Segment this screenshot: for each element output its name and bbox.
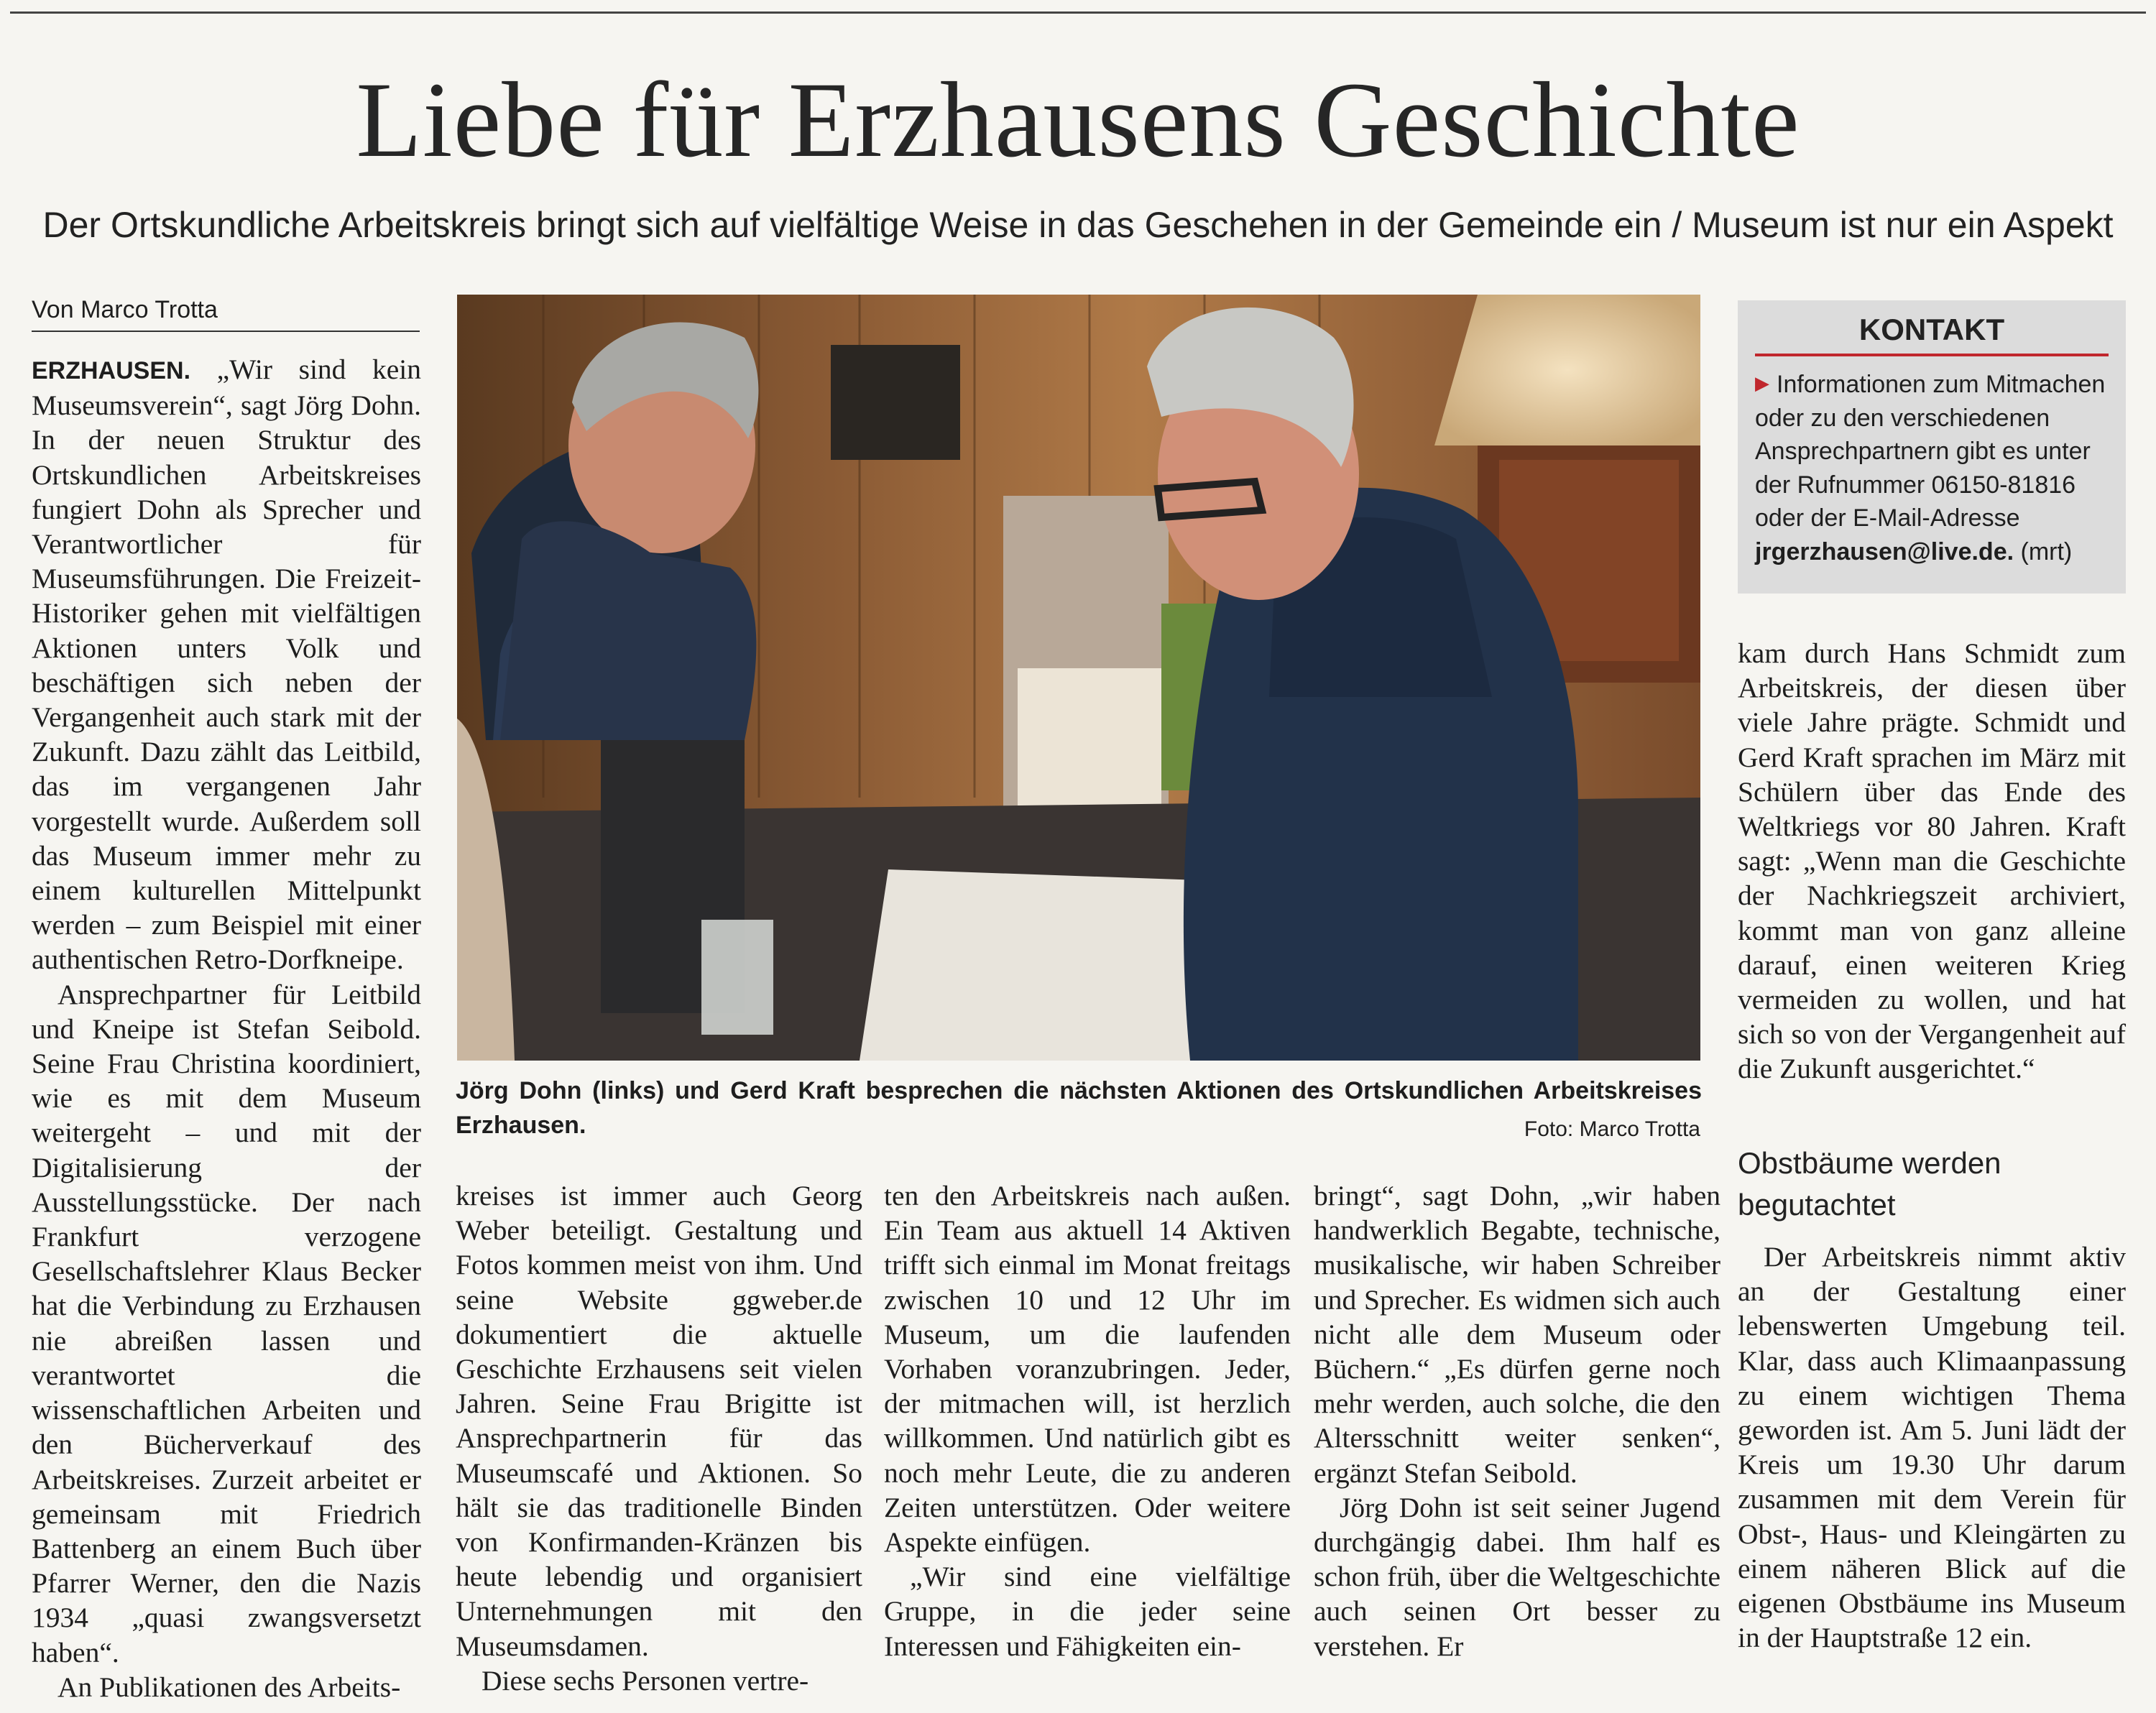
photo-illustration [457, 295, 1700, 1061]
kontakt-text [1755, 366, 2109, 568]
subheadline: Der Ortskundliche Arbeitskreis bringt sich auf vielfältige Weise in das Geschehen in der Gemeinde ein / Museum ist nur ein Aspekt [42, 205, 2114, 245]
author-tag: (mrt) [2020, 537, 2073, 565]
paragraph: An Publikationen des Arbeits- [57, 1671, 401, 1703]
paragraph [32, 352, 421, 977]
kontakt-title: KONTAKT [1755, 310, 2109, 356]
paragraph: Jörg Dohn ist seit seiner Jugend durchgängig dabei. Ihm half es schon früh, über die Weltgeschichte auch seinen Ort besser zu verstehen. Er [1314, 1491, 1720, 1662]
headline: Liebe für Erzhausens Geschichte [356, 60, 1800, 180]
top-rule [10, 11, 2146, 14]
byline: Von Marco Trotta [32, 293, 420, 332]
dateline: ERZHAUSEN. [32, 357, 191, 384]
article-column-5 [1738, 636, 2126, 1086]
paragraph: Diese sechs Personen vertre- [482, 1664, 809, 1696]
article-column-5-continued [1738, 1239, 2126, 1655]
article-photo [457, 295, 1700, 1061]
section-heading: Obstbäume werden begutachtet [1738, 1146, 2001, 1222]
article-column-1 [32, 352, 421, 1704]
paragraph: Der Arbeitskreis nimmt aktiv an der Gestaltung einer lebenswerten Umgebung teil. Klar, dass auch Klimaanpassung zu einem wichtigen Thema geworden ist. Am 5. Juni lädt der Kreis um 19.30 Uhr darum zusammen mit dem Verein für Obst-, Haus- und Kleingärten zu einem näheren Blick auf die eigenen Obstbäume ins Museum in der Hauptstraße 12 ein. [1738, 1241, 2126, 1654]
paragraph: „Wir sind eine vielfältige Gruppe, in die jeder seine Interessen und Fähigkeiten ein- [884, 1561, 1291, 1662]
photo-credit: Foto: Marco Trotta [1524, 1117, 1700, 1141]
kontakt-info: Informationen zum Mitmachen oder zu den verschiedenen Ansprechpartnern gibt es unter der Rufnummer 06150-81816 oder der E-Mail-Adresse [1755, 371, 2106, 532]
paragraph: bringt“, sagt Dohn, „wir haben handwerklich Begabte, technische, musikalische, wir haben Schreiber und Sprecher. Es widmen sich auch nicht alle dem Museum oder Büchern.“ „Es dürfen gerne noch mehr werden, auch solche, die den Altersschnitt weiter senken“, ergänzt Stefan Seibold. [1314, 1180, 1720, 1489]
article-column-4 [1314, 1178, 1720, 1663]
paragraph: Ansprechpartner für Leitbild und Kneipe ist Stefan Seibold. Seine Frau Christina koordiniert, wie es mit dem Museum weitergeht – und mit der Digitalisierung der Ausstellungsstücke. Der nach Frankfurt verzogene Gesellschaftslehrer Klaus Becker hat die Verbindung zu Erzhausen nie abreißen lassen und verantwortet die wissenschaftlichen Arbeiten und den Bücherverkauf des Arbeitskreises. Zurzeit arbeitet er gemeinsam mit Friedrich Battenberg an einem Buch über Pfarrer Werner, den die Nazis 1934 „quasi zwangsversetzt haben“. [32, 978, 421, 1668]
paragraph-text: „Wir sind kein Museumsverein“, sagt Jörg Dohn. In der neuen Struktur des Ortskundlichen Arbeitskreises fungiert Dohn als Sprecher und Verantwortlicher für Museumsführungen. Die Freizeit-Historiker gehen mit vielfältigen Aktionen unters Volk und beschäftigen sich neben der Vergangenheit auch stark mit der Zukunft. Dazu zählt das Leitbild, das im vergangenen Jahr vorgestellt wurde. Außerdem soll das Museum immer mehr zu einem kulturellen Mittelpunkt werden – zum Beispiel mit einer authentischen Retro-Dorfkneipe. [32, 354, 422, 976]
photo-caption: Jörg Dohn (links) und Gerd Kraft besprechen die nächsten Aktionen des Ortskundlichen Arbeitskreises Erzhausen. [456, 1077, 1702, 1139]
kontakt-email-link[interactable]: jrgerzhausen@live.de. [1755, 537, 2014, 565]
paragraph: ten den Arbeitskreis nach außen. Ein Team aus aktuell 14 Aktiven trifft sich einmal im Monat freitags zwischen 10 und 12 Uhr im Museum, um die laufenden Vorhaben voranzubringen. Jeder, der mitmachen will, ist herzlich willkommen. Und natürlich gibt es noch mehr Leute, die zu anderen Zeiten unterstützen. Oder weitere Aspekte einfügen. [884, 1180, 1291, 1559]
paragraph: kreises ist immer auch Georg Weber beteiligt. Gestaltung und Fotos kommen meist von ihm. Und seine Website ggweber.de dokumentiert die aktuelle Geschichte Erzhausens seit vielen Jahren. Seine Frau Brigitte ist Ansprechpartnerin für das Museumscafé und Aktionen. So hält sie das traditionelle Binden von Konfirmanden-Kränzen bis heute lebendig und organisiert Unternehmungen mit den Museumsdamen. [456, 1180, 862, 1662]
paragraph: kam durch Hans Schmidt zum Arbeitskreis, der diesen über viele Jahre prägte. Schmidt und Gerd Kraft sprachen im März mit Schülern über das Ende des Weltkriegs vor 80 Jahren. Kraft sagt: „Wenn man die Geschichte der Nachkriegszeit archiviert, kommt man von ganz alleine darauf, einen weiteren Krieg vermeiden zu wollen, und hat sich so von der Vergangenheit auf die Zukunft ausgerichtet.“ [1738, 637, 2126, 1085]
article-column-2 [456, 1178, 862, 1698]
triangle-bullet-icon: ▶ [1755, 372, 1769, 394]
kontakt-box [1738, 300, 2126, 594]
article-column-3 [884, 1178, 1291, 1663]
